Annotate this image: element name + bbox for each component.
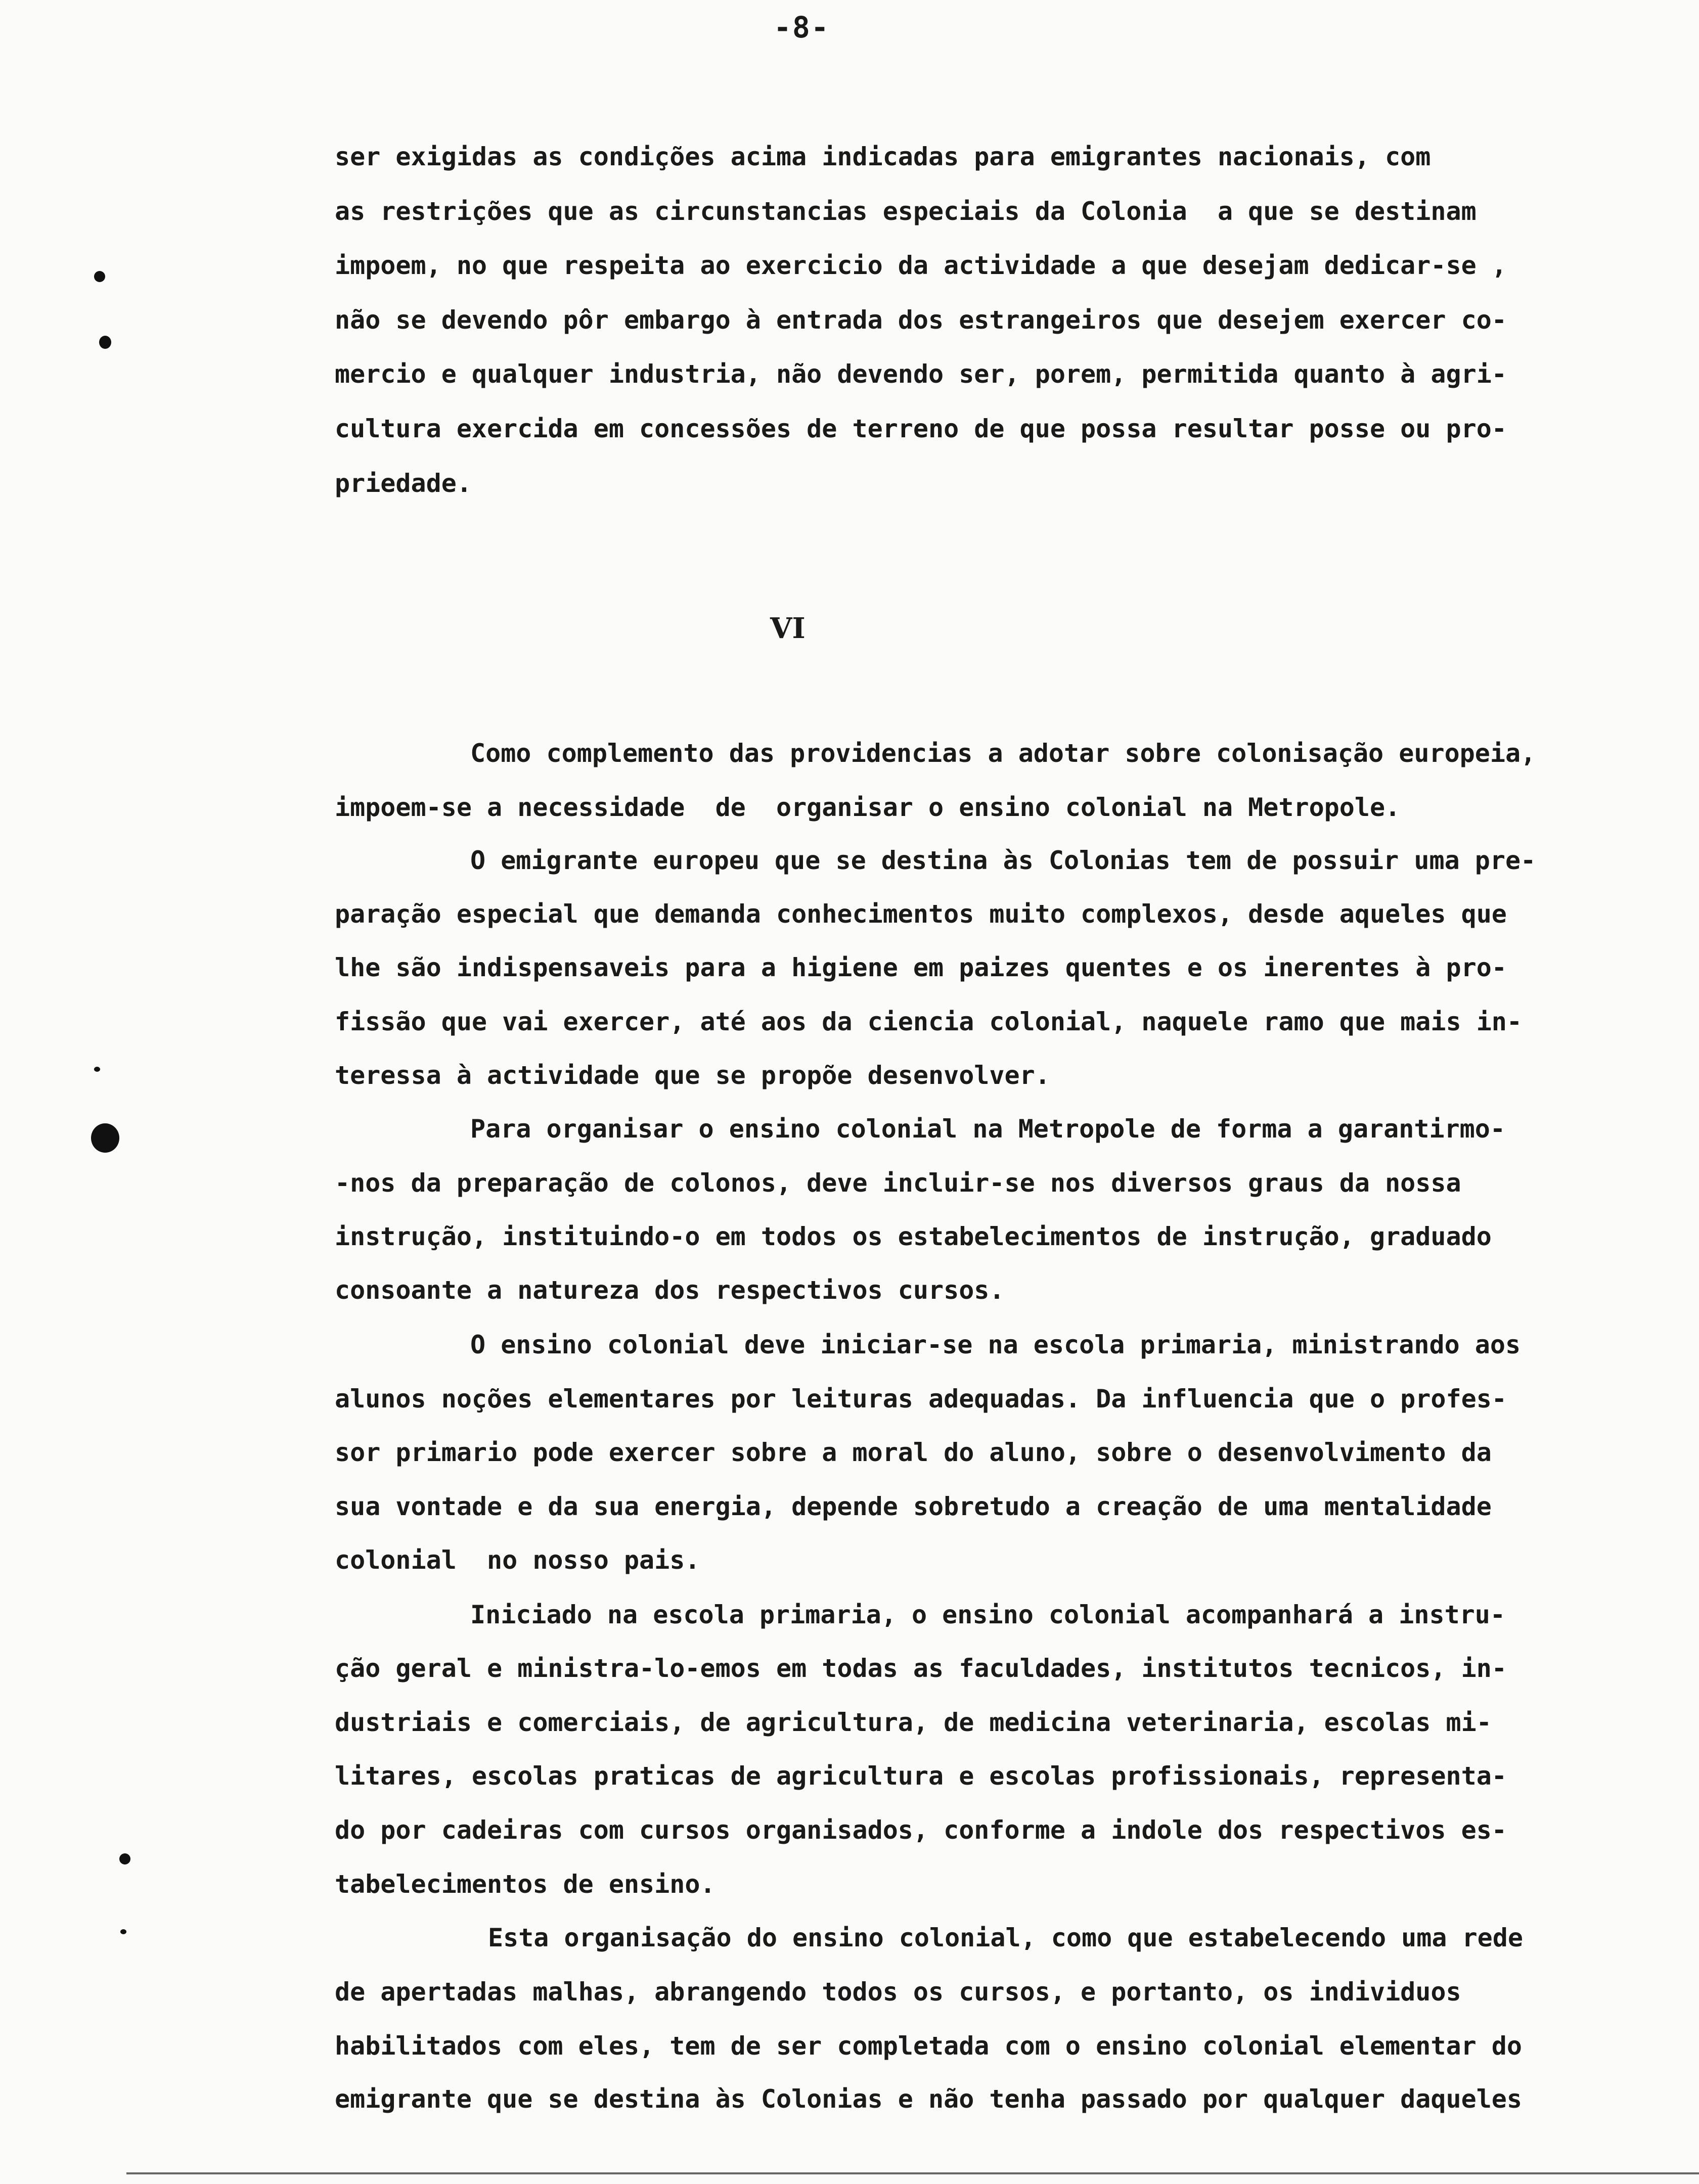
text-line: de apertadas malhas, abrangendo todos os cursos, e portanto, os individuos	[335, 1977, 1461, 2007]
text-line: -nos da preparação de colonos, deve incluir-se nos diversos graus da nossa	[335, 1168, 1461, 1198]
text-line: tabelecimentos de ensino.	[335, 1870, 716, 1899]
section-heading: VI	[770, 612, 806, 645]
text-line: as restrições que as circunstancias especiais da Colonia a que se destinam	[335, 197, 1477, 226]
text-line: paração especial que demanda conhecimentos muito complexos, desde aqueles que	[335, 899, 1507, 929]
text-line: colonial no nosso pais.	[335, 1545, 700, 1575]
margin-mark	[94, 271, 105, 282]
text-line: Esta organisação do ensino colonial, como que estabelecendo uma rede	[488, 1923, 1523, 1952]
text-line: O emigrante europeu que se destina às Colonias tem de possuir uma pre-	[470, 846, 1536, 875]
text-line: O ensino colonial deve iniciar-se na escola primaria, ministrando aos	[470, 1330, 1521, 1359]
text-line: impoem-se a necessidade de organisar o ensino colonial na Metropole.	[335, 793, 1401, 822]
margin-mark	[99, 336, 111, 349]
margin-mark	[94, 1067, 100, 1072]
hole-punch-mark	[91, 1123, 119, 1153]
text-line: instrução, instituindo-o em todos os estabelecimentos de instrução, graduado	[335, 1222, 1492, 1251]
text-line: Iniciado na escola primaria, o ensino colonial acompanhará a instru-	[470, 1600, 1505, 1629]
text-line: emigrante que se destina às Colonias e não tenha passado por qualquer daqueles	[335, 2084, 1522, 2114]
text-line: teressa à actividade que se propõe desenvolver.	[335, 1061, 1050, 1090]
text-line: ção geral e ministra-lo-emos em todas as faculdades, institutos tecnicos, in-	[335, 1654, 1507, 1683]
text-line: fissão que vai exercer, até aos da ciencia colonial, naquele ramo que mais in-	[335, 1007, 1522, 1036]
text-line: litares, escolas praticas de agricultura e escolas profissionais, representa-	[335, 1761, 1507, 1791]
text-line: consoante a natureza dos respectivos cursos.	[335, 1276, 1005, 1305]
text-line: alunos noções elementares por leituras adequadas. Da influencia que o profes-	[335, 1384, 1507, 1414]
text-line: dustriais e comerciais, de agricultura, de medicina veterinaria, escolas mi-	[335, 1708, 1492, 1737]
text-line: do por cadeiras com cursos organisados, conforme a indole dos respectivos es-	[335, 1815, 1507, 1845]
text-line: lhe são indispensaveis para a higiene em paizes quentes e os inerentes à pro-	[335, 953, 1507, 982]
text-line: Para organisar o ensino colonial na Metropole de forma a garantirmo-	[470, 1114, 1505, 1144]
text-line: sua vontade e da sua energia, depende sobretudo a creação de uma mentalidade	[335, 1492, 1492, 1521]
text-line: ser exigidas as condições acima indicadas para emigrantes nacionais, com	[335, 142, 1431, 171]
text-line: cultura exercida em concessões de terreno de que possa resultar posse ou pro-	[335, 414, 1507, 443]
bottom-rule	[126, 2172, 1699, 2174]
text-line: sor primario pode exercer sobre a moral do aluno, sobre o desenvolvimento da	[335, 1438, 1492, 1467]
text-line: Como complemento das providencias a adotar sobre colonisação europeia,	[470, 739, 1536, 768]
page-number: -8-	[774, 10, 830, 44]
text-line: não se devendo pôr embargo à entrada dos estrangeiros que desejem exercer co-	[335, 305, 1507, 335]
text-line: habilitados com eles, tem de ser completada com o ensino colonial elementar do	[335, 2031, 1522, 2061]
margin-mark	[119, 1853, 130, 1864]
text-line: mercio e qualquer industria, não devendo ser, porem, permitida quanto à agri-	[335, 359, 1507, 389]
text-line: impoem, no que respeita ao exercicio da actividade a que desejam dedicar-se ,	[335, 251, 1507, 280]
text-line: priedade.	[335, 469, 472, 498]
margin-mark	[120, 1929, 126, 1934]
